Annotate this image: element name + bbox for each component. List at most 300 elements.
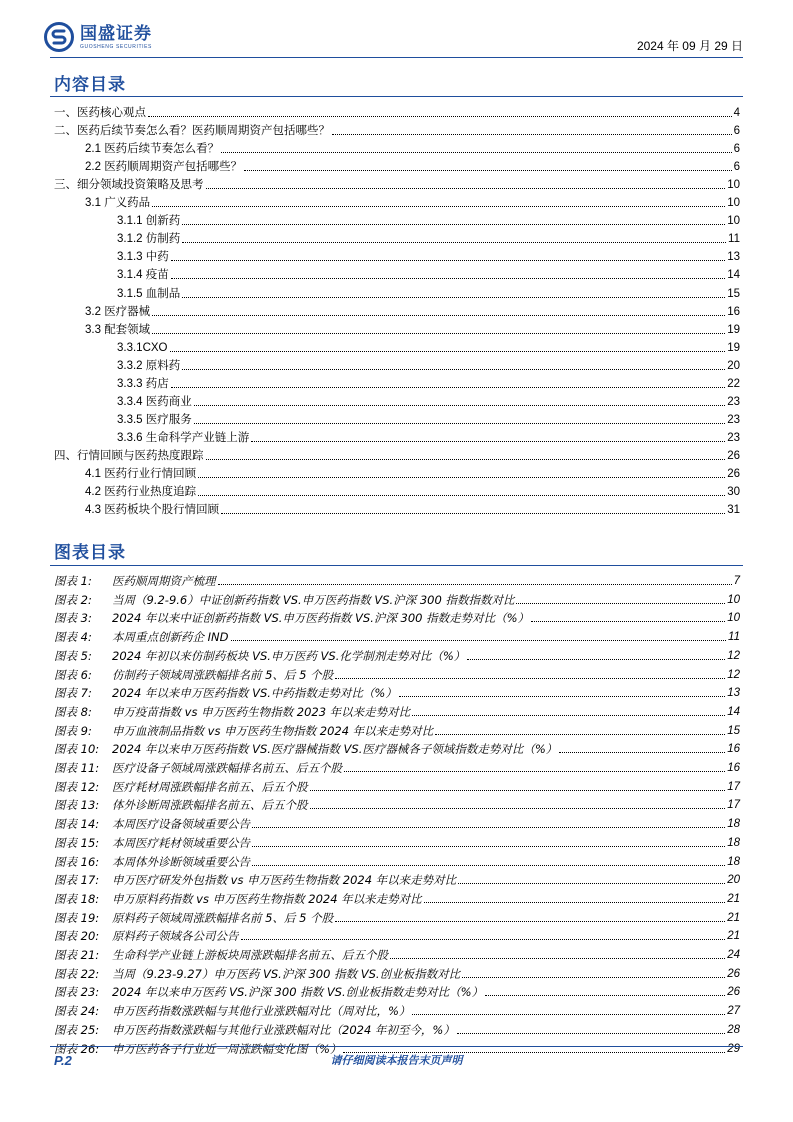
figure-entry-text: 本周体外诊断领域重要公告 [112,854,250,869]
figure-entry-page: 16 [727,743,740,756]
toc-entry-page: 15 [727,287,740,300]
toc-entry-page: 23 [727,395,740,408]
figure-entry-label: 图表 12: [54,779,100,794]
figure-entry[interactable] [54,945,740,962]
dot-leader [332,134,732,135]
figure-entry-page: 18 [727,836,740,849]
dot-leader [399,696,725,697]
dot-leader [206,459,726,460]
header-divider [50,57,743,58]
figure-entry-page: 27 [727,1005,740,1018]
toc-entry-text: 医药行业热度追踪 [104,484,197,499]
figure-entry[interactable] [54,721,740,738]
figure-entry[interactable] [54,964,740,981]
toc-entry-number: 2.2 [85,161,105,174]
figure-entry-title [54,836,252,850]
dot-leader [194,423,725,424]
figure-entry-title [54,649,467,663]
figure-entry-label: 图表 13: [54,798,100,813]
figure-entry-text: 生命科学产业链上游板块周涨跌幅排名前五、后五个股 [112,948,388,962]
figure-entry-title [54,686,399,700]
figure-entry-label: 图表 19: [54,910,100,925]
figure-entry-label: 图表 21: [54,948,100,962]
figure-entry[interactable] [54,870,740,887]
figure-entry-page: 21 [727,930,740,943]
dot-leader [170,351,726,352]
toc-entry[interactable] [117,284,740,301]
report-date: 2024 年 09 月 29 日 [636,39,743,53]
toc-entry[interactable] [54,103,740,120]
dot-leader [231,640,727,641]
dot-leader [412,1014,725,1015]
dot-leader [310,790,726,791]
figure-entry-page: 26 [727,967,740,980]
figure-entry-page: 7 [733,575,740,587]
figure-entry-page: 10 [727,612,740,625]
toc-entry-title [85,141,221,156]
figure-entry-label: 图表 17: [54,873,100,888]
toc-entry-text: 创新药 [145,213,181,228]
toc-entry-text: 中药 [145,249,169,264]
figure-entry-text: 当周（9.2-9.6）中证创新药指数 VS.申万医药指数 VS.沪深 300 指数指数对比 [112,592,515,607]
toc-entry-number: 3.3.4 [117,395,146,408]
figure-entry-title [54,761,344,775]
figure-entry-page: 14 [727,705,740,718]
toc-entry-title [85,159,244,174]
figure-entry[interactable] [54,889,740,906]
figure-entry-title [54,985,485,999]
figure-entry-page: 20 [727,874,740,887]
toc-entry-text: 行情回顾与医药热度跟踪 [77,447,204,462]
toc-entry-title [85,466,198,481]
toc-entry-number: 四、 [54,449,77,462]
toc-entry-title [85,322,152,337]
figure-entry[interactable] [54,646,740,663]
dot-leader [244,170,731,171]
figure-entry[interactable] [54,908,740,925]
dot-leader [335,921,725,922]
toc-entry-title [117,213,182,228]
toc-entry-page: 14 [727,269,740,282]
figure-entry-page: 26 [727,986,740,999]
toc-entry-page: 10 [727,215,740,228]
toc-entry-page: 6 [733,143,740,156]
dot-leader [182,242,726,243]
figure-entry-label: 图表 20: [54,929,100,944]
figure-entry[interactable] [54,571,740,588]
figure-entry[interactable] [54,590,740,607]
toc-entry-number: 3.1.4 [117,269,146,282]
toc-entry-page: 6 [733,161,740,174]
figure-entry-page: 18 [727,818,740,831]
toc-entry-title [54,105,148,120]
toc-entry-page: 31 [727,504,740,517]
toc-entry[interactable] [85,464,740,481]
figure-entry-text: 原料药子领域各公司公告 [112,929,239,944]
dot-leader [485,995,725,996]
toc-entry-title [85,484,198,499]
figure-entry-text: 申万血液制品指数 vs 申万医药生物指数 2024 年以来走势对比 [112,723,434,738]
figure-entry-title [54,724,435,738]
figure-entry-label: 图表 24: [54,1004,100,1019]
dot-leader [241,939,726,940]
dot-leader [218,584,732,585]
toc-entry-title [117,231,182,246]
dot-leader [458,883,725,884]
dot-leader [171,387,725,388]
toc-entry-page: 4 [733,107,740,119]
figure-entry-title [54,1023,457,1037]
toc-entry[interactable] [117,392,740,409]
figure-entry-page: 12 [727,649,740,662]
figure-entry-title [54,948,390,962]
toc-entry-number: 3.1.2 [117,233,146,246]
toc-entry-page: 23 [727,413,740,426]
figure-entry-label: 图表 16: [54,854,100,869]
company-logo [44,20,152,54]
toc-entry-title [54,448,206,463]
figure-entry-page: 12 [727,668,740,681]
figure-entry[interactable] [54,627,740,644]
toc-entry-title [117,358,182,373]
dot-leader [412,715,725,716]
figure-entry[interactable] [54,665,740,682]
figure-entry-page: 10 [727,593,740,606]
toc-entry-title [85,195,152,210]
toc-entry-page: 30 [727,486,740,499]
toc-entry-page: 22 [727,377,740,390]
figure-entry-title [54,817,252,831]
dot-leader [462,977,725,978]
figure-entry[interactable] [54,1020,740,1037]
toc-entry-page: 16 [727,305,740,318]
dot-leader [310,808,726,809]
figure-entry-label: 图表 6: [54,667,92,682]
dot-leader [152,333,725,334]
figure-entry-text: 医药顺周期资产梳理 [112,574,216,588]
dot-leader [251,441,725,442]
toc-entry[interactable] [117,229,740,246]
figure-entry-text: 本周医疗设备领域重要公告 [112,817,250,832]
toc-entry-page: 20 [727,359,740,372]
toc-entry-page: 13 [727,251,740,264]
figure-entry-text: 医疗设备子领域周涨跌幅排名前五、后五个股 [112,761,342,775]
toc-entry-number: 二、 [54,125,77,138]
toc-entry-page: 23 [727,431,740,444]
toc-entry-text: 疫苗 [145,267,169,282]
figure-entry-label: 图表 18: [54,891,100,906]
toc-entry-text: 医药后续节奏怎么看？ [104,141,220,156]
figure-entry-page: 24 [727,949,740,961]
figure-entry-title [54,593,516,607]
toc-entry-number: 3.3 [85,323,105,336]
toc-entry-number: 3.1.5 [117,287,146,300]
toc-entry[interactable] [54,121,740,138]
figure-entry-text: 当周（9.23-9.27）申万医药 VS.沪深 300 指数 VS.创业板指数对比 [112,966,461,981]
figure-entry-title [54,780,310,794]
toc-entry-page: 26 [727,449,740,462]
figure-entry-label: 图表 8: [54,704,92,719]
toc-entry-text: 血制品 [145,285,181,300]
figure-entry[interactable] [54,795,740,812]
figure-entry-page: 28 [727,1023,740,1036]
figure-entry-page: 15 [727,724,740,737]
toc-entry-text: 原料药 [145,357,181,372]
toc-entry-title [117,340,170,355]
dot-leader [221,513,725,514]
toc-entry-page: 11 [728,233,740,246]
toc-entry-number: 3.1.3 [117,251,146,264]
figures-title: 图表目录 [54,543,126,563]
toc-entry-text: 医药顺周期资产包括哪些？ [104,159,243,174]
figure-entry-title [54,855,252,869]
toc-entry-page: 10 [727,179,740,192]
figure-entry-label: 图表 14: [54,817,100,832]
figure-entry-title [54,574,218,588]
dot-leader [531,621,725,622]
figure-entry-label: 图表 4: [54,630,92,645]
figure-entry-page: 18 [727,855,740,868]
toc-entry[interactable] [117,338,740,355]
figure-entry[interactable] [54,1001,740,1018]
toc-entry[interactable] [85,482,740,499]
dot-leader [148,116,732,117]
toc-entry[interactable] [85,320,740,337]
figure-entry-text: 申万医疗研发外包指数 vs 申万医药生物指数 2024 年以来走势对比 [112,873,457,888]
toc-entry-page: 26 [727,468,740,480]
toc-entry[interactable] [85,193,740,210]
figure-entry[interactable] [54,702,740,719]
toc-entry-title [85,502,221,517]
toc-entry-page: 6 [733,125,740,138]
toc-entry-number: 4.1 [85,468,105,480]
figure-entry-title [54,873,458,887]
figure-entry-label: 图表 22: [54,966,100,981]
figure-entry-label: 图表 23: [54,985,100,1000]
dot-leader [344,771,725,772]
dot-leader [194,405,725,406]
figure-entry-text: 原料药子领域周涨跌幅排名前 5、后 5 个股 [112,910,334,925]
figure-entry-label: 图表 15: [54,835,100,850]
page-number: P.2 [54,1053,72,1068]
figures-title-divider [50,565,743,566]
dot-leader [221,152,731,153]
figure-entry-text: 体外诊断周涨跌幅排名前五、后五个股 [112,798,308,813]
figure-entry-text: 2024 年以来申万医药指数 VS.医疗器械指数 VS.医疗器械各子领域指数走势对比（%） [112,742,558,757]
dot-leader [390,958,725,959]
toc-entry[interactable] [85,157,740,174]
dot-leader [171,278,725,279]
figure-entry[interactable] [54,852,740,869]
toc-entry-text: 仿制药 [145,231,181,246]
toc-entry[interactable] [117,428,740,445]
toc-entry-title [85,304,152,319]
toc-entry-text: 生命科学产业链上游 [145,429,250,444]
toc-entry[interactable] [117,356,740,373]
figure-entry[interactable] [54,926,740,943]
figure-entry-title [54,929,241,943]
toc-entry-title [54,123,332,138]
figure-entry-title [54,630,231,644]
figure-entry[interactable] [54,982,740,999]
toc-entry-title [117,394,194,409]
figure-entry-title [54,705,412,719]
toc-entry-title [117,267,171,282]
figure-entry-page: 17 [727,780,740,793]
figure-entry-text: 医疗耗材周涨跌幅排名前五、后五个股 [112,779,308,794]
figure-entry-label: 图表 2: [54,592,92,607]
figure-entry-text: 2024 年以来申万医药 VS.沪深 300 指数 VS.创业板指数走势对比（%） [112,985,484,1000]
toc-entry-text: 医药后续节奏怎么看？医药顺周期资产包括哪些？ [77,123,330,138]
dot-leader [198,477,725,478]
logo-emblem-icon [44,22,74,52]
dot-leader [467,659,725,660]
figure-entry-title [54,668,335,682]
footer-divider [50,1046,743,1047]
figure-entry-label: 图表 25: [54,1022,100,1037]
toc-entry-number: 3.1.1 [117,215,146,228]
dot-leader [516,603,725,604]
toc-entry-text: 医药核心观点 [77,105,146,119]
figure-entry-title [54,611,531,625]
toc-entry[interactable] [117,374,740,391]
figure-entry-label: 图表 1: [54,574,92,588]
figure-entry-title [54,967,462,981]
figure-entry-title [54,911,335,925]
toc-entry[interactable] [117,211,740,228]
toc-entry[interactable] [54,175,740,192]
figure-entry-title [54,742,559,756]
dot-leader [152,206,725,207]
dot-leader [457,1033,725,1034]
toc-title: 内容目录 [54,75,126,95]
toc-entry-page: 19 [727,323,740,336]
toc-entry-number: 2.1 [85,143,105,156]
toc-entry-title [117,430,251,445]
figure-entry-title [54,892,424,906]
dot-leader [252,846,725,847]
figure-entry-text: 仿制药子领域周涨跌幅排名前 5、后 5 个股 [112,667,334,682]
figure-entry[interactable] [54,814,740,831]
dot-leader [171,260,725,261]
toc-entry-number: 3.3.1CXO [117,341,168,354]
toc-entry[interactable] [85,500,740,517]
toc-entry-number: 3.3.5 [117,413,146,426]
dot-leader [152,315,725,316]
toc-entry-page: 19 [727,341,740,354]
toc-entry-text: 医疗器械 [104,303,151,318]
toc-entry-number: 3.3.2 [117,359,146,372]
dot-leader [252,865,725,866]
figure-entry-label: 图表 3: [54,611,92,626]
toc-entry-text: 广义药品 [104,195,151,210]
toc-entry-text: 细分领域投资策略及思考 [77,177,204,192]
toc-entry-text: 药店 [145,375,169,390]
dot-leader [335,678,725,679]
dot-leader [182,297,725,298]
figure-entry-title [54,798,310,812]
figure-entry-text: 申万原料药指数 vs 申万医药生物指数 2024 年以来走势对比 [112,891,422,906]
toc-entry-text: 医疗服务 [145,411,192,426]
figure-entry-label: 图表 9: [54,723,92,738]
toc-entry-text: 医药商业 [145,393,192,408]
toc-entry-number: 4.3 [85,504,105,517]
figure-entry-text: 本周医疗耗材领域重要公告 [112,835,250,850]
figure-entry-text: 本周重点创新药企 IND [112,630,229,645]
dot-leader [182,369,725,370]
figure-entry-page: 21 [727,911,740,924]
toc-entry-number: 3.2 [85,305,105,318]
figure-entry-text: 2024 年以来申万医药指数 VS.中药指数走势对比（%） [112,686,397,701]
figure-entry-page: 11 [728,631,740,644]
dot-leader [559,752,725,753]
figure-entry-text: 申万医药指数涨跌幅与其他行业涨跌幅对比（2024 年初至今，%） [112,1022,455,1037]
toc-entry-number: 3.3.3 [117,377,146,390]
figure-entry-title [54,1004,412,1018]
figure-entry[interactable] [54,833,740,850]
toc-entry-text: 医药板块个股行情回顾 [104,502,220,517]
toc-entry-title [117,249,171,264]
figure-entry[interactable] [54,608,740,625]
toc-entry-number: 3.3.6 [117,431,146,444]
toc-entry[interactable] [117,247,740,264]
toc-entry-text: 医药行业行情回顾 [104,466,197,480]
figure-entry-label: 图表 11: [54,761,100,775]
figure-entry[interactable] [54,683,740,700]
toc-entry-number: 一、 [54,107,77,119]
dot-leader [435,734,725,735]
figure-entry-text: 申万医药指数涨跌幅与其他行业涨跌幅对比（周对比，%） [112,1004,411,1019]
toc-entry[interactable] [117,410,740,427]
figure-entry-text: 申万疫苗指数 vs 申万医药生物指数 2023 年以来走势对比 [112,704,411,719]
toc-entry-text: 配套领域 [104,321,151,336]
dot-leader [252,827,725,828]
toc-entry[interactable] [85,302,740,319]
toc-entry[interactable] [85,139,740,156]
figure-entry-text: 申万医药各子行业近一周涨跌幅变化图（%） [112,1041,342,1056]
figure-entry[interactable] [54,777,740,794]
figure-entry-page: 17 [727,799,740,812]
dot-leader [182,224,725,225]
toc-entry-title [117,412,194,427]
figure-entry-text: 2024 年初以来仿制药板块 VS.申万医药 VS.化学制剂走势对比（%） [112,648,466,663]
toc-entry-number: 3.1 [85,197,105,210]
figure-entry-page: 16 [727,762,740,774]
dot-leader [206,188,726,189]
figure-entry-label: 图表 26: [54,1041,100,1056]
figure-entry[interactable] [54,739,740,756]
dot-leader [198,495,725,496]
toc-entry-number: 三、 [54,179,77,192]
toc-entry[interactable] [117,265,740,282]
figure-entry-label: 图表 7: [54,686,92,701]
toc-entry-page: 10 [727,197,740,210]
figure-entry[interactable] [54,758,740,775]
figure-entry-page: 29 [727,1042,740,1055]
figure-entry-text: 2024 年以来中证创新药指数 VS.申万医药指数 VS.沪深 300 指数走势对比（%） [112,611,530,626]
toc-entry-title [117,286,182,301]
footer-disclaimer: 请仔细阅读本报告末页声明 [330,1054,463,1067]
figure-entry-label: 图表 10: [54,742,100,757]
figure-entry-page: 13 [727,687,740,700]
figure-entry-page: 21 [727,892,740,905]
figure-entry-label: 图表 5: [54,648,92,663]
logo-name-cn: 国盛证券 [80,23,152,44]
toc-entry[interactable] [54,446,740,463]
toc-entry-title [54,177,206,192]
dot-leader [424,902,726,903]
toc-entry-title [117,376,171,391]
